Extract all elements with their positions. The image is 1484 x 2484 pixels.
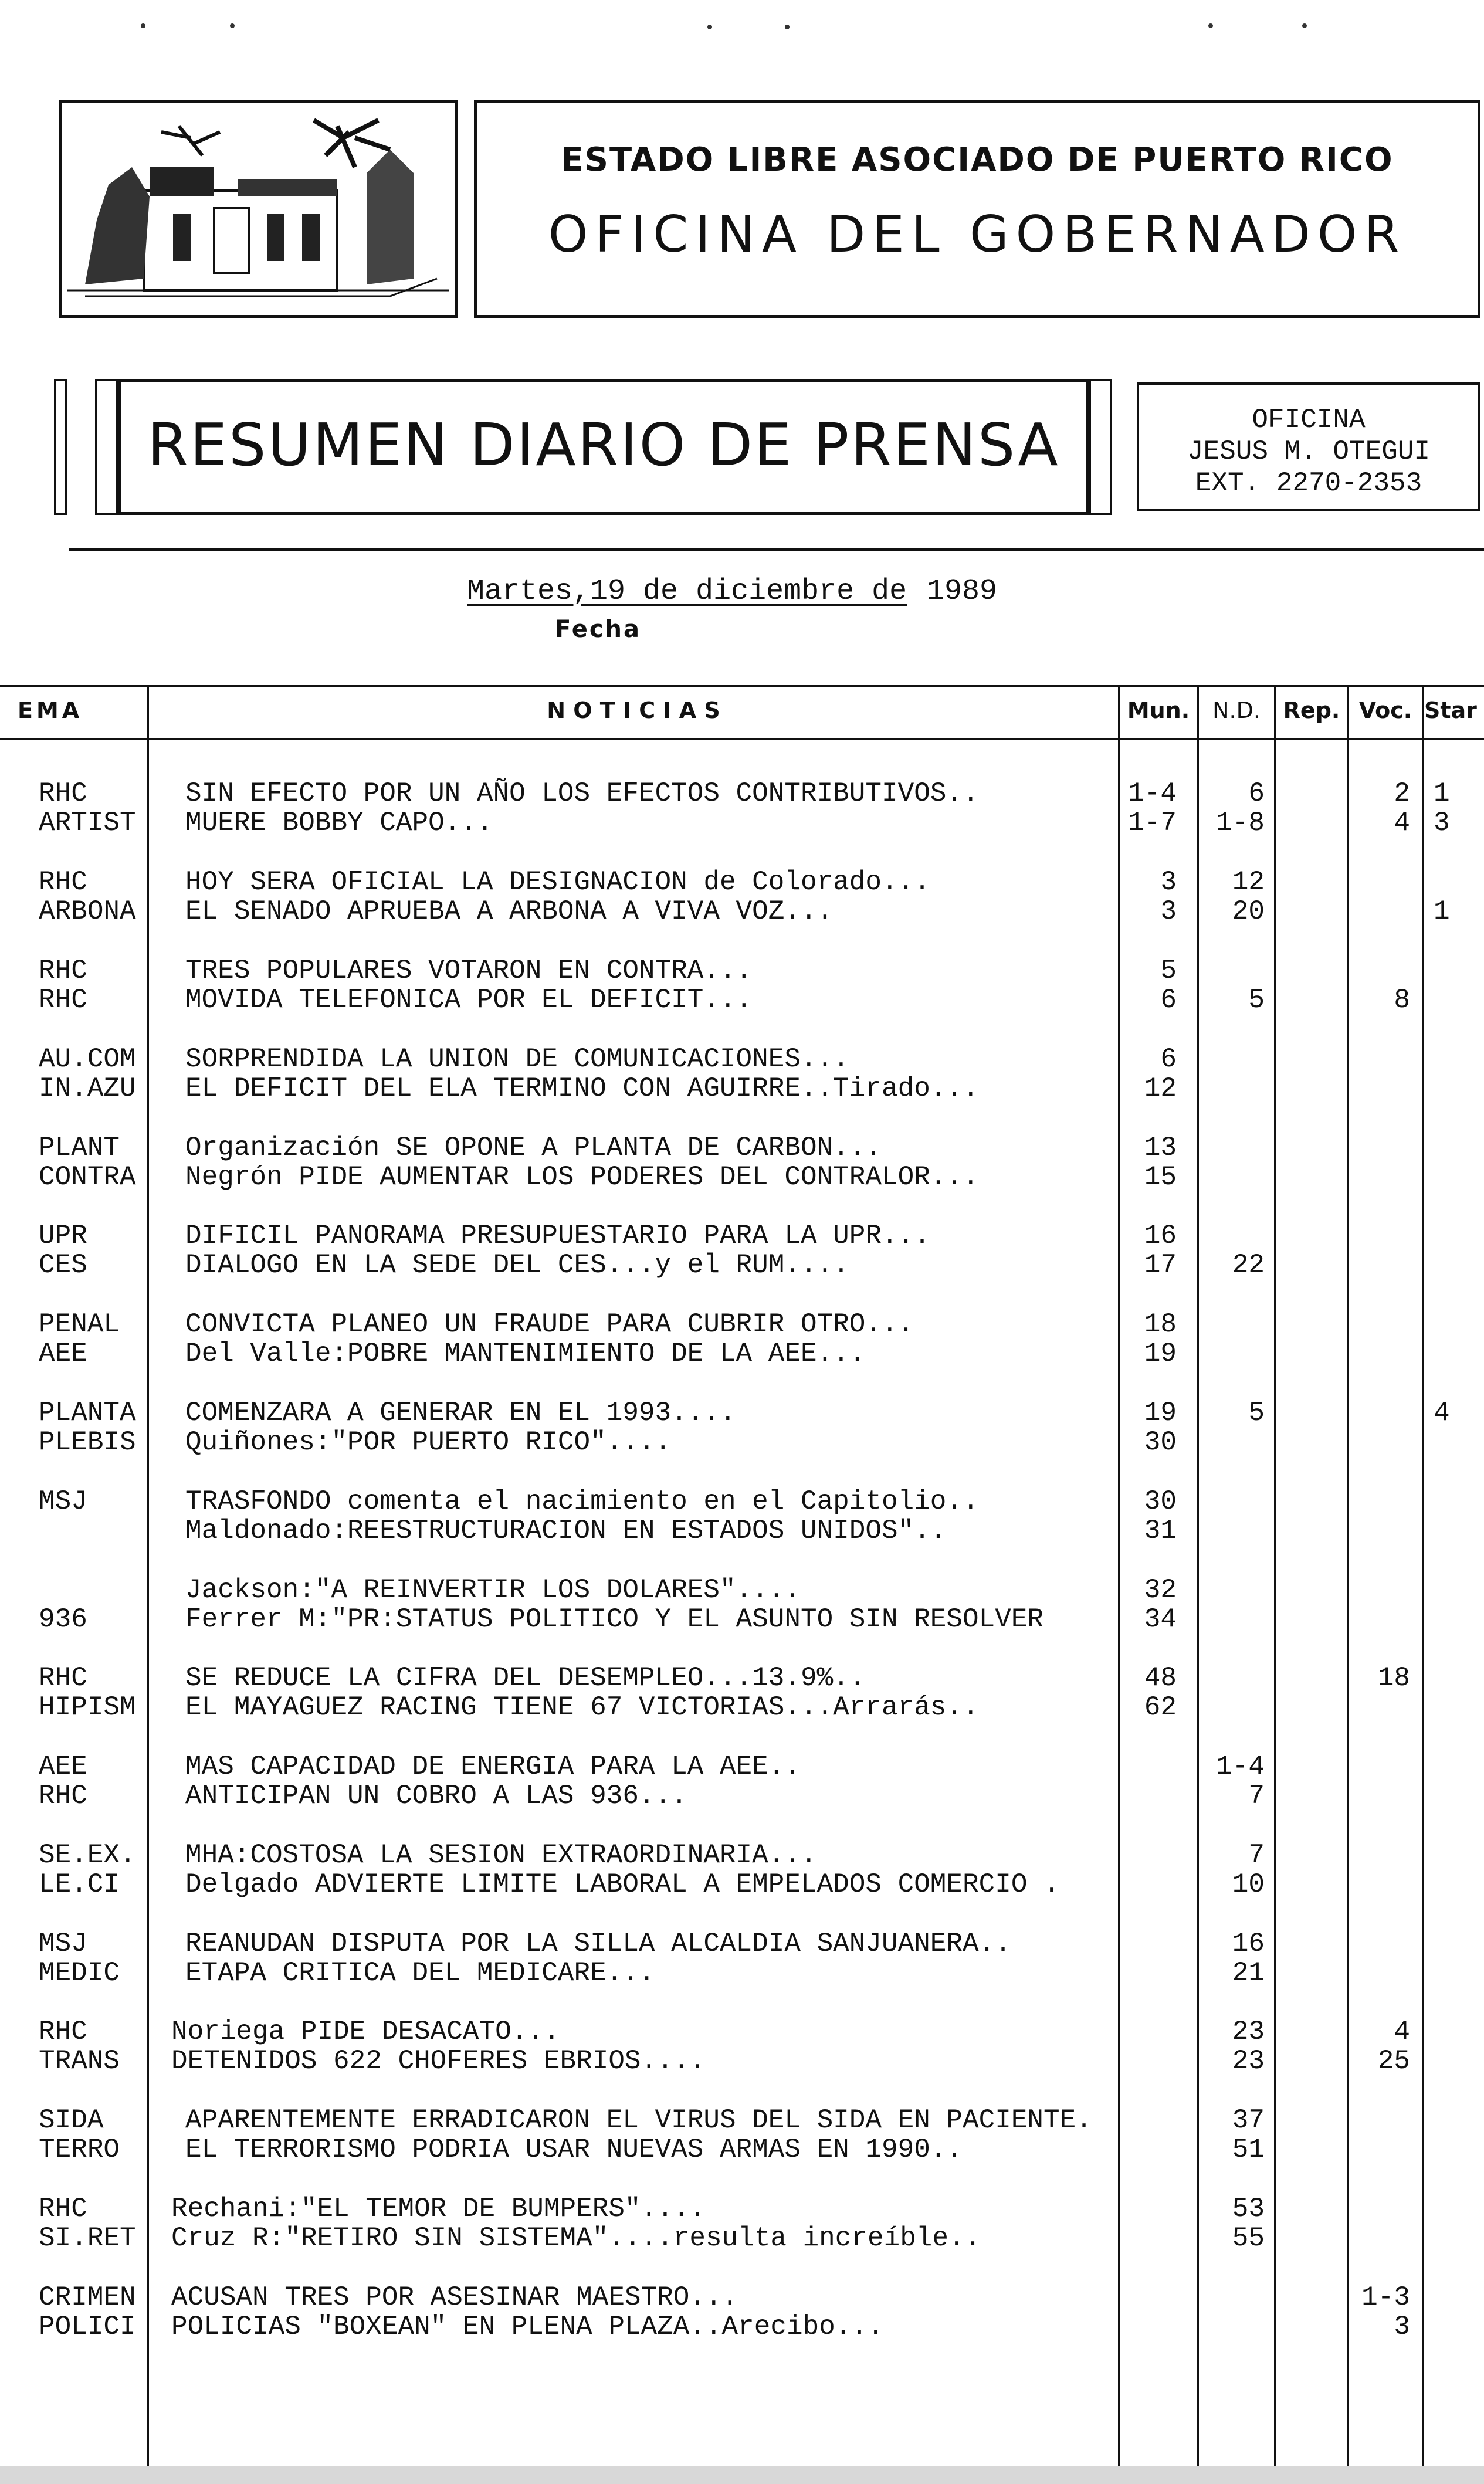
row-mun: 48 — [1144, 1663, 1177, 1693]
row-nd: 10 — [1232, 1869, 1265, 1900]
row-voc: 18 — [1377, 1663, 1410, 1693]
row-nd: 7 — [1248, 1840, 1265, 1870]
row-mun: 18 — [1144, 1309, 1177, 1340]
row-noticia: Cruz R:"RETIRO SIN SISTEMA"....resulta increíble.. — [171, 2223, 981, 2253]
banner-bar-right-1 — [1089, 379, 1112, 515]
row-mun: 30 — [1144, 1486, 1177, 1517]
row-nd: 7 — [1248, 1781, 1265, 1811]
row-star: 1 — [1434, 778, 1450, 809]
row-mun: 32 — [1144, 1575, 1177, 1605]
banner-bar-left-1 — [54, 379, 67, 515]
row-tema: RHC — [39, 1781, 87, 1811]
row-nd: 1-4 — [1216, 1751, 1265, 1782]
table-header-border — [0, 738, 1484, 740]
row-noticia: EL SENADO APRUEBA A ARBONA A VIVA VOZ... — [185, 896, 834, 927]
row-mun: 1-7 — [1128, 808, 1177, 838]
row-noticia: ETAPA CRITICA DEL MEDICARE... — [185, 1958, 655, 1988]
row-noticia: Ferrer M:"PR:STATUS POLITICO Y EL ASUNTO SIN RESOLVER — [185, 1604, 1044, 1635]
row-nd: 16 — [1232, 1929, 1265, 1959]
row-noticia: POLICIAS "BOXEAN" EN PLENA PLAZA..Arecibo... — [171, 2312, 884, 2342]
row-noticia: ACUSAN TRES POR ASESINAR MAESTRO... — [171, 2282, 738, 2313]
row-tema: MEDIC — [39, 1958, 120, 1988]
row-star: 4 — [1434, 1398, 1450, 1428]
scan-dot — [1302, 23, 1307, 28]
row-mun: 34 — [1144, 1604, 1177, 1635]
date-text: Martes,19 de diciembre de — [467, 575, 907, 608]
scan-bottom-edge — [0, 2466, 1484, 2484]
row-tema: UPR — [39, 1221, 87, 1251]
row-nd: 37 — [1232, 2105, 1265, 2136]
row-voc: 1-3 — [1361, 2282, 1410, 2313]
office-label: OFICINA — [1252, 405, 1366, 435]
row-noticia: DIALOGO EN LA SEDE DEL CES...y el RUM.... — [185, 1250, 849, 1280]
row-noticia: Noriega PIDE DESACATO... — [171, 2017, 560, 2047]
row-noticia: SE REDUCE LA CIFRA DEL DESEMPLEO...13.9%.. — [185, 1663, 866, 1693]
row-noticia: DETENIDOS 622 CHOFERES EBRIOS.... — [171, 2046, 706, 2076]
row-noticia: MUERE BOBBY CAPO... — [185, 808, 493, 838]
row-nd: 55 — [1232, 2223, 1265, 2253]
row-nd: 6 — [1248, 778, 1265, 809]
row-tema: AEE — [39, 1751, 87, 1782]
col-divider-rep — [1274, 685, 1276, 2466]
row-noticia: Quiñones:"POR PUERTO RICO".... — [185, 1427, 672, 1458]
col-divider-tema — [147, 685, 149, 2466]
row-tema: RHC — [39, 955, 87, 986]
row-tema: PLANTA — [39, 1398, 136, 1428]
date-year: 1989 — [927, 575, 998, 608]
row-tema: RHC — [39, 2194, 87, 2224]
row-mun: 19 — [1144, 1338, 1177, 1369]
row-noticia: MAS CAPACIDAD DE ENERGIA PARA LA AEE.. — [185, 1751, 801, 1782]
scan-dot — [707, 25, 712, 29]
col-divider-voc — [1347, 685, 1349, 2466]
row-tema: TERRO — [39, 2134, 120, 2165]
row-tema: CES — [39, 1250, 87, 1280]
row-mun: 15 — [1144, 1162, 1177, 1192]
row-tema: RHC — [39, 2017, 87, 2047]
row-tema: AEE — [39, 1338, 87, 1369]
row-tema: RHC — [39, 778, 87, 809]
office-name: JESUS M. OTEGUI — [1187, 436, 1431, 467]
header-line2: OFICINA DEL GOBERNADOR — [548, 205, 1407, 264]
row-nd: 51 — [1232, 2134, 1265, 2165]
row-tema: 936 — [39, 1604, 87, 1635]
row-star: 1 — [1434, 896, 1450, 927]
row-tema: RHC — [39, 1663, 87, 1693]
row-mun: 6 — [1160, 1044, 1177, 1075]
col-header-noticias: N O T I C I A S — [547, 697, 720, 723]
banner-bar-left-2 — [95, 379, 118, 515]
row-tema: PLEBIS — [39, 1427, 136, 1458]
row-noticia: Rechani:"EL TEMOR DE BUMPERS".... — [171, 2194, 706, 2224]
row-tema: MSJ — [39, 1486, 87, 1517]
row-tema: AU.COM — [39, 1044, 136, 1075]
row-mun: 6 — [1160, 985, 1177, 1015]
row-tema: RHC — [39, 985, 87, 1015]
row-tema: SE.EX. — [39, 1840, 136, 1870]
row-mun: 31 — [1144, 1516, 1177, 1546]
row-noticia: SORPRENDIDA LA UNION DE COMUNICACIONES... — [185, 1044, 849, 1075]
row-nd: 5 — [1248, 1398, 1265, 1428]
row-nd: 23 — [1232, 2017, 1265, 2047]
row-noticia: REANUDAN DISPUTA POR LA SILLA ALCALDIA SANJUANERA.. — [185, 1929, 1011, 1959]
col-header-star: Star — [1424, 697, 1477, 723]
banner-title: RESUMEN DIARIO DE PRENSA — [147, 411, 1060, 479]
row-mun: 17 — [1144, 1250, 1177, 1280]
row-mun: 3 — [1160, 867, 1177, 897]
col-header-voc: Voc. — [1358, 697, 1412, 723]
row-tema: PENAL — [39, 1309, 120, 1340]
row-nd: 1-8 — [1216, 808, 1265, 838]
row-mun: 62 — [1144, 1692, 1177, 1723]
row-noticia: COMENZARA A GENERAR EN EL 1993.... — [185, 1398, 736, 1428]
row-tema: IN.AZU — [39, 1073, 136, 1104]
row-mun: 30 — [1144, 1427, 1177, 1458]
row-nd: 23 — [1232, 2046, 1265, 2076]
row-mun: 13 — [1144, 1133, 1177, 1163]
scan-dot — [785, 25, 790, 29]
row-tema: SI.RET — [39, 2223, 136, 2253]
table-top-border — [0, 685, 1484, 687]
row-nd: 22 — [1232, 1250, 1265, 1280]
row-noticia: EL MAYAGUEZ RACING TIENE 67 VICTORIAS...Arrarás.. — [185, 1692, 979, 1723]
row-mun: 5 — [1160, 955, 1177, 986]
row-voc: 4 — [1394, 2017, 1410, 2047]
row-mun: 16 — [1144, 1221, 1177, 1251]
row-noticia: APARENTEMENTE ERRADICARON EL VIRUS DEL SIDA EN PACIENTE. — [185, 2105, 1092, 2136]
row-nd: 53 — [1232, 2194, 1265, 2224]
row-nd: 20 — [1232, 896, 1265, 927]
row-noticia: HOY SERA OFICIAL LA DESIGNACION de Colorado... — [185, 867, 930, 897]
row-voc: 2 — [1394, 778, 1410, 809]
scan-dot — [1208, 23, 1213, 28]
row-tema: ARTIST — [39, 808, 136, 838]
row-noticia: SIN EFECTO POR UN AÑO LOS EFECTOS CONTRIBUTIVOS.. — [185, 778, 979, 809]
row-noticia: MOVIDA TELEFONICA POR EL DEFICIT... — [185, 985, 753, 1015]
office-ext: EXT. 2270-2353 — [1195, 468, 1422, 499]
row-noticia: MHA:COSTOSA LA SESION EXTRAORDINARIA... — [185, 1840, 817, 1870]
row-voc: 25 — [1377, 2046, 1410, 2076]
row-nd: 21 — [1232, 1958, 1265, 1988]
col-header-nd: N.D. — [1212, 697, 1261, 723]
row-mun: 12 — [1144, 1073, 1177, 1104]
row-mun: 1-4 — [1128, 778, 1177, 809]
row-noticia: EL DEFICIT DEL ELA TERMINO CON AGUIRRE..Tirado... — [185, 1073, 979, 1104]
row-noticia: Maldonado:REESTRUCTURACION EN ESTADOS UNIDOS".. — [185, 1516, 947, 1546]
row-noticia: TRES POPULARES VOTARON EN CONTRA... — [185, 955, 753, 986]
row-tema: POLICI — [39, 2312, 136, 2342]
row-noticia: ANTICIPAN UN COBRO A LAS 936... — [185, 1781, 687, 1811]
row-mun: 3 — [1160, 896, 1177, 927]
date-label: Fecha — [555, 616, 642, 643]
row-noticia: DIFICIL PANORAMA PRESUPUESTARIO PARA LA UPR... — [185, 1221, 930, 1251]
row-tema: CONTRA — [39, 1162, 136, 1192]
row-noticia: EL TERRORISMO PODRIA USAR NUEVAS ARMAS EN 1990.. — [185, 2134, 963, 2165]
row-tema: RHC — [39, 867, 87, 897]
col-header-rep: Rep. — [1283, 697, 1340, 723]
row-noticia: Negrón PIDE AUMENTAR LOS PODERES DEL CONTRALOR... — [185, 1162, 979, 1192]
row-noticia: Organización SE OPONE A PLANTA DE CARBON... — [185, 1133, 882, 1163]
row-tema: LE.CI — [39, 1869, 120, 1900]
row-noticia: CONVICTA PLANEO UN FRAUDE PARA CUBRIR OTRO... — [185, 1309, 914, 1340]
row-noticia: TRASFONDO comenta el nacimiento en el Capitolio.. — [185, 1486, 979, 1517]
row-voc: 3 — [1394, 2312, 1410, 2342]
row-tema: HIPISM — [39, 1692, 136, 1723]
logo-box — [59, 100, 458, 318]
row-star: 3 — [1434, 808, 1450, 838]
row-tema: PLANT — [39, 1133, 120, 1163]
row-voc: 8 — [1394, 985, 1410, 1015]
section-divider — [69, 548, 1484, 551]
row-voc: 4 — [1394, 808, 1410, 838]
row-tema: MSJ — [39, 1929, 87, 1959]
row-tema: TRANS — [39, 2046, 120, 2076]
row-mun: 19 — [1144, 1398, 1177, 1428]
row-nd: 5 — [1248, 985, 1265, 1015]
col-header-tema: EMA — [18, 697, 83, 723]
header-line1: ESTADO LIBRE ASOCIADO DE PUERTO RICO — [561, 141, 1394, 179]
row-tema: ARBONA — [39, 896, 136, 927]
row-tema: SIDA — [39, 2105, 104, 2136]
col-header-mun: Mun. — [1127, 697, 1190, 723]
row-noticia: Del Valle:POBRE MANTENIMIENTO DE LA AEE... — [185, 1338, 866, 1369]
scan-dot — [141, 23, 145, 28]
row-tema: CRIMEN — [39, 2282, 136, 2313]
row-noticia: Delgado ADVIERTE LIMITE LABORAL A EMPELADOS COMERCIO . — [185, 1869, 1060, 1900]
scan-dot — [230, 23, 235, 28]
col-divider-star — [1422, 685, 1424, 2466]
row-noticia: Jackson:"A REINVERTIR LOS DOLARES".... — [185, 1575, 801, 1605]
governor-building-illustration — [62, 103, 455, 315]
row-nd: 12 — [1232, 867, 1265, 897]
